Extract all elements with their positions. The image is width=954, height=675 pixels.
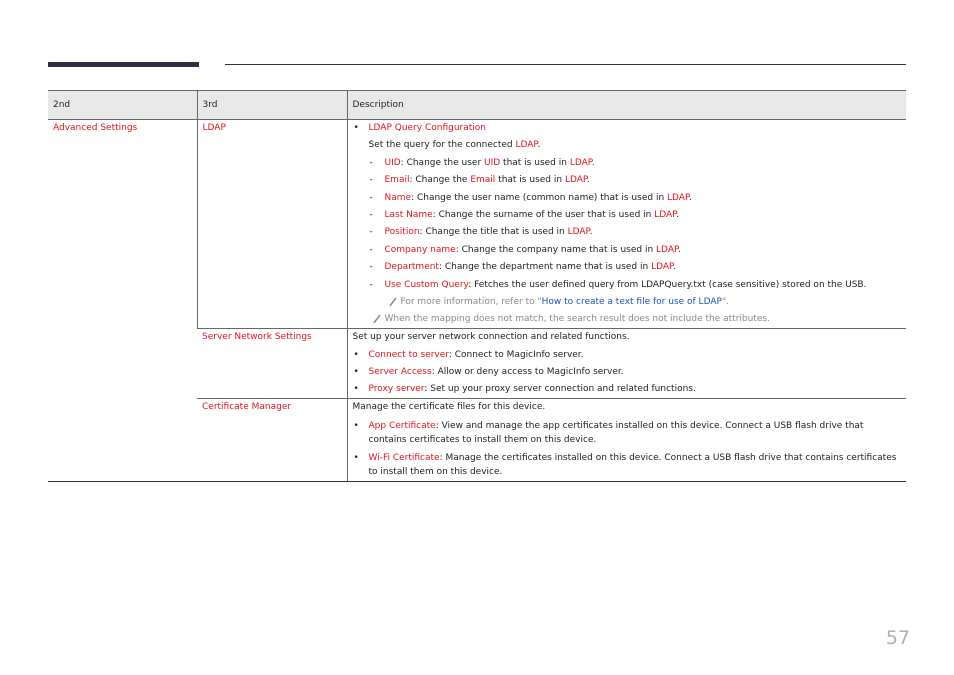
page-number: 57 <box>885 627 910 649</box>
pencil-note-icon <box>373 314 381 324</box>
header-description: Description <box>347 91 906 120</box>
list-item: - Name: Change the user name (common name) that is used in LDAP. <box>353 192 903 205</box>
header-bar-thick <box>48 62 199 67</box>
list-item: • Wi-Fi Certificate: Manage the certificates installed on this device. Connect a USB flash drive that contains certificates to install them on this device. <box>353 451 903 479</box>
cell-certificate-manager <box>197 399 347 482</box>
ldap-note-more-info: For more information, refer to "How to create a text file for use of LDAP". <box>353 296 903 309</box>
list-item: - Last Name: Change the surname of the user that is used in LDAP. <box>353 209 903 222</box>
cell-server-network-settings <box>197 329 347 399</box>
cell-ldap-description <box>347 120 906 329</box>
header-rule <box>225 64 906 65</box>
ldap-note-mapping: When the mapping does not match, the search result does not include the attributes. <box>353 313 903 326</box>
table-row-ldap <box>48 120 906 329</box>
cell-server-description <box>347 329 906 399</box>
pencil-note-icon <box>389 297 397 307</box>
cell-advanced-settings <box>48 120 197 482</box>
list-item: • Server Access: Allow or deny access to MagicInfo server. <box>353 366 903 379</box>
table-header-row <box>48 91 906 120</box>
header-3rd: 3rd <box>197 91 347 120</box>
certificate-manager-label: Certificate Manager <box>202 402 292 413</box>
list-item: - Email: Change the Email that is used in LDAP. <box>353 174 903 187</box>
list-item: • Proxy server: Set up your proxy server connection and related functions. <box>353 383 903 396</box>
list-item: - Department: Change the department name that is used in LDAP. <box>353 261 903 274</box>
list-item: • Connect to server: Connect to MagicInfo server. <box>353 349 903 362</box>
list-item: - UID: Change the user UID that is used in LDAP. <box>353 157 903 170</box>
ldap-label: LDAP <box>202 123 226 133</box>
cell-certificate-description <box>347 399 906 482</box>
server-intro: Set up your server network connection and related functions. <box>352 332 630 343</box>
list-item: • App Certificate: View and manage the app certificates installed on this device. Connect a USB flash drive that contains certificates to install them on this device. <box>353 419 903 447</box>
certificate-intro: Manage the certificate files for this device. <box>352 402 546 413</box>
ldap-intro: Set the query for the connected LDAP. <box>368 140 541 151</box>
advanced-settings-label: Advanced Settings <box>53 123 138 133</box>
cell-ldap <box>197 120 347 329</box>
list-item: - Use Custom Query: Fetches the user defined query from LDAPQuery.txt (case sensitive) stored on the USB. <box>353 279 903 292</box>
ldap-text-file-link[interactable]: How to create a text file for use of LDAP <box>541 296 722 307</box>
ldap-query-bullet: • LDAP Query Configuration <box>353 122 903 135</box>
settings-table <box>48 90 906 482</box>
header-2nd: 2nd <box>48 91 197 120</box>
list-item: - Company name: Change the company name that is used in LDAP. <box>353 244 903 257</box>
list-item: - Position: Change the title that is used in LDAP. <box>353 226 903 239</box>
server-network-settings-label: Server Network Settings <box>202 332 312 343</box>
